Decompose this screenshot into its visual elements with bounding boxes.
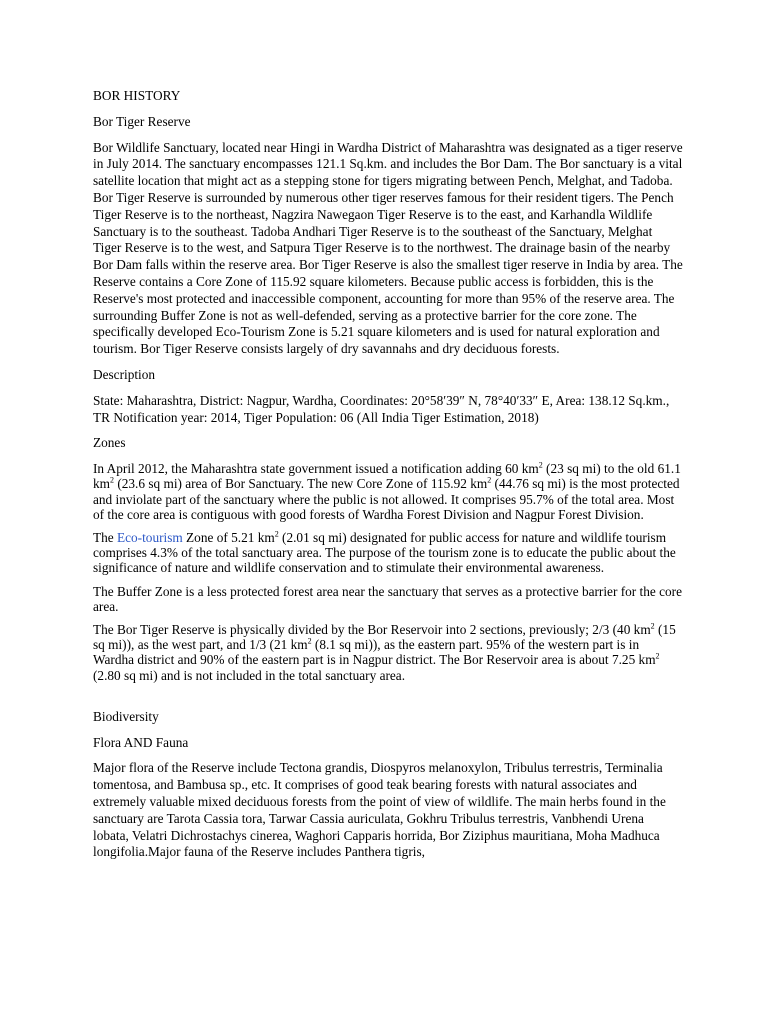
- document-title: BOR HISTORY: [93, 88, 181, 103]
- text-run: (15 sq mi)), as the west part, and 1/3 (21 km: [93, 621, 676, 653]
- superscript: 2: [650, 621, 655, 631]
- eco-tourism-link[interactable]: Eco-tourism: [117, 529, 183, 545]
- superscript: 2: [487, 475, 492, 485]
- text-run: (2.01 sq mi) designated for public access for nature and wildlife tourism comprises 4.3% of the total sanctuary area. The purpose of the tourism zone is to educate the public about the significance of nature and wildlife conservation and to stimulate their environmental awareness.: [93, 529, 676, 576]
- intro-paragraph: Bor Wildlife Sanctuary, located near Hingi in Wardha District of Maharashtra was designated as a tiger reserve in July 2014. The sanctuary encompasses 121.1 Sq.km. and includes the Bor Dam. The Bor sanctuary is a vital satellite location that might act as a stepping stone for tigers migrating between Pench, Melghat, and Tadoba. Bor Tiger Reserve is surrounded by numerous other tiger reserves famous for their resident tigers. The Pench Tiger Reserve is to the northeast, Nagzira Nawegaon Tiger Reserve is to the east, and Karhandla Wildlife Sanctuary is to the southeast. Tadoba Andhari Tiger Reserve is to the southeast of the Sanctuary, Melghat Tiger Reserve is to the west, and Satpura Tiger Reserve is to the northwest. The drainage basin of the nearby Bor Dam falls within the reserve area. Bor Tiger Reserve is also the smallest tiger reserve in India by area. The Reserve contains a Core Zone of 115.92 square kilometers. Because public access is forbidden, this is the Reserve's most protected and inaccessible component, accounting for more than 95% of the reserve area. The surrounding Buffer Zone is not as well-defended, serving as a protective barrier for the core zone. The specifically developed Eco-Tourism Zone is 5.21 square kilometers and is used for natural exploration and tourism. Bor Tiger Reserve consists largely of dry savannahs and dry deciduous forests.: [93, 139, 683, 357]
- text-run: Zone of 5.21 km: [182, 529, 275, 545]
- zones-core-paragraph: [93, 461, 683, 522]
- superscript: 2: [538, 460, 543, 470]
- zones-ecotourism-paragraph: [93, 530, 683, 576]
- description-heading: Description: [93, 366, 156, 382]
- text-run: The: [93, 529, 117, 545]
- description-paragraph: State: Maharashtra, District: Nagpur, Wardha, Coordinates: 20°58′39″ N, 78°40′33″ E, Area: 138.12 Sq.km., TR Notification year: 2014, Tiger Population: 06 (All India Tiger Estimation, 2018): [93, 392, 670, 425]
- zones-heading: Zones: [93, 435, 126, 451]
- document-subtitle: Bor Tiger Reserve: [93, 113, 191, 129]
- text-run: (8.1 sq mi)), as the eastern part. 95% of the western part is in Wardha district and 90% of the eastern part is in Nagpur district. The Bor Reservoir area is about 7.25 km: [93, 637, 656, 668]
- zones-buffer-paragraph: The Buffer Zone is a less protected forest area near the sanctuary that serves as a protective barrier for the core area.: [93, 583, 682, 614]
- text-run: (23 sq mi) to the old 61.1 km: [93, 461, 681, 492]
- superscript: 2: [307, 636, 312, 646]
- superscript: 2: [655, 651, 660, 661]
- superscript: 2: [110, 475, 114, 485]
- text-run: The Bor Tiger Reserve is physically divided by the Bor Reservoir into 2 sections, previously; 2/3 (40 km: [93, 621, 651, 637]
- document-body: [93, 88, 683, 861]
- text-run: (44.76 sq mi) is the most protected and inviolate part of the sanctuary where the public is not allowed. It comprises 95.7% of the total area. Most of the core area is contiguous with good forests of Wardha Forest Division and Nagpur Forest Division.: [93, 476, 680, 522]
- text-run: (2.80 sq mi) and is not included in the total sanctuary area.: [93, 667, 406, 683]
- text-run: (23.6 sq mi) area of Bor Sanctuary. The new Core Zone of 115.92 km: [114, 476, 488, 492]
- flora-paragraph: Major flora of the Reserve include Tectona grandis, Diospyros melanoxylon, Tribulus terrestris, Terminalia tomentosa, and Bambusa sp., etc. It comprises of good teak bearing forests with natural associates and extremely valuable mixed deciduous forests from the point of view of wildlife. The main herbs found in the sanctuary are Tarota Cassia tora, Tarwar Cassia auriculata, Gokhru Tribulus terrestris, Vanbhendi Urena lobata, Velatri Dichrostachys cinerea, Waghori Capparis horrida, Bor Ziziphus mauritiana, Moha Madhuca longifolia.Major fauna of the Reserve includes Panthera tigris,: [93, 760, 666, 860]
- biodiversity-heading: Biodiversity: [93, 708, 159, 724]
- superscript: 2: [274, 529, 279, 539]
- text-run: In April 2012, the Maharashtra state government issued a notification adding 60 km: [93, 461, 539, 477]
- zones-reservoir-paragraph: [93, 622, 683, 683]
- flora-fauna-heading: Flora AND Fauna: [93, 734, 189, 750]
